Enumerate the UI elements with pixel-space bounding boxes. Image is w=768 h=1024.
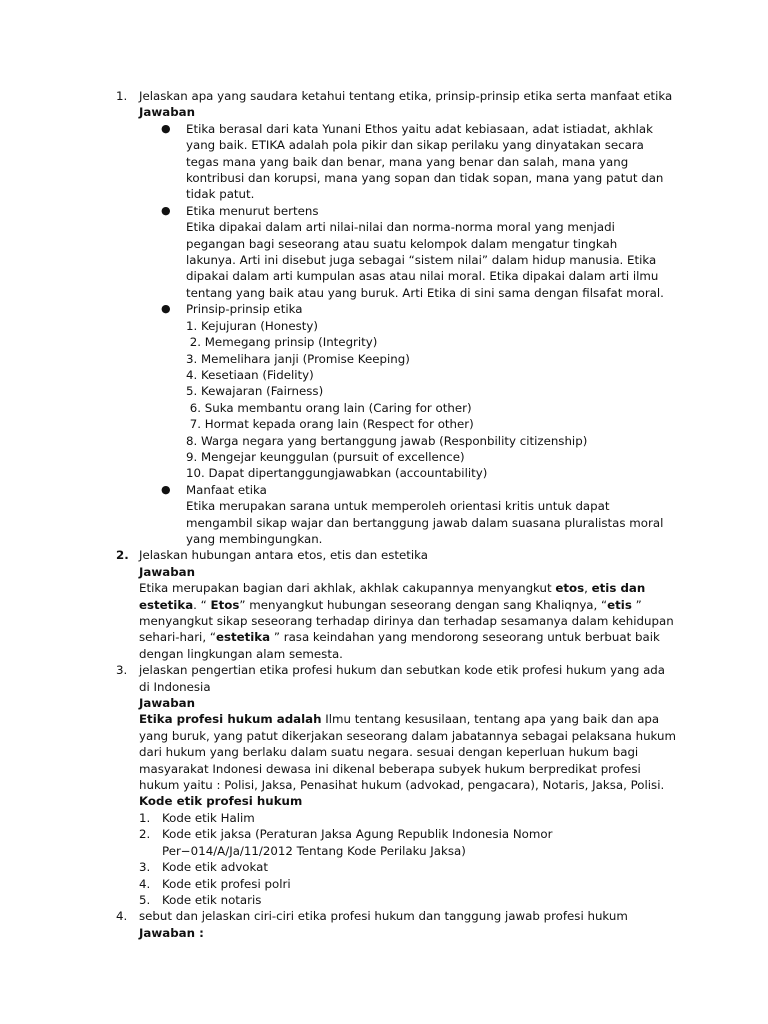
term-estetika: estetika (215, 630, 271, 645)
question-text: sebut dan jelaskan ciri-ciri etika profesi hukum dan tanggung jawab profesi hukum (139, 909, 628, 924)
bullet-text: Etika merupakan sarana untuk memperoleh orientasi kritis untuk dapat mengambil sikap wajar dan bertanggung jawab dalam suasana pluralistas moral yang membingungkan. (186, 499, 664, 546)
principle-item: 4. Kesetiaan (Fidelity) (186, 367, 314, 382)
question-text: jelaskan pengertian etika profesi hukum dan sebutkan kode etik profesi hukum yang ada di Indonesia (139, 663, 666, 694)
principle-item: 1. Kejujuran (Honesty) (186, 318, 319, 333)
bullet-icon: ● (161, 482, 171, 496)
principle-item: 8. Warga negara yang bertanggung jawab (Responbility citizenship) (186, 433, 588, 448)
term-etos: etos (555, 581, 585, 596)
bullet-item (0, 482, 768, 548)
term-etis: etis (607, 597, 632, 612)
principle-item: 2. Memegang prinsip (Integrity) (186, 335, 378, 350)
bullet-text: Etika berasal dari kata Yunani Ethos yaitu adat kebiasaan, adat istiadat, akhlak yang baik. ETIKA adalah pola pikir dan sikap perilaku yang dinyatakan secara tegas mana yang baik dan benar, mana yang benar dan salah, mana yang kontribusi dan korupsi, mana yang sopan dan tidak sopan, mana yang patut dan tidak patut. (186, 121, 664, 202)
question-2 (0, 547, 768, 662)
term-etos: Etos (210, 597, 240, 612)
answer-label: Jawaban : (139, 925, 204, 940)
list-item: 4. Kode etik profesi polri (139, 876, 291, 891)
principle-item: 3. Memelihara janji (Promise Keeping) (186, 351, 410, 366)
question-text: Jelaskan hubungan antara etos, etis dan estetika (139, 548, 428, 563)
bullet-title: Prinsip-prinsip etika (186, 302, 303, 317)
term-etis-estetika: etis dan estetika (139, 581, 646, 612)
question-number: 3. (116, 663, 128, 678)
bullet-icon: ● (161, 302, 171, 316)
list-item: 1. Kode etik Halim (139, 810, 255, 825)
list-item: 3. Kode etik advokat (139, 860, 268, 875)
answer-paragraph: Etika profesi hukum adalah Ilmu tentang kesusilaan, tentang apa yang baik dan apa yang buruk, yang patut dikerjakan seseorang dalam jabatannya sebagai pelaksana hukum dari hukum yang berlaku dalam suatu negara. sesuai dengan keperluan hukum bagi masyarakat Indonesi dewasa ini dikenal beberapa subyek hukum berpredikat profesi hukum yaitu : Polisi, Jaksa, Penasihat hukum (advokad, pengacara), Notaris, Jaksa, Polisi. (139, 712, 676, 793)
bullet-icon: ● (161, 203, 171, 217)
question-number: 1. (116, 89, 128, 103)
principle-item: 7. Hormat kepada orang lain (Respect for other) (186, 417, 474, 432)
question-text: Jelaskan apa yang saudara ketahui tentang etika, prinsip-prinsip etika serta manfaat etika (139, 89, 673, 103)
question-number: 2. (116, 548, 129, 563)
document-page (0, 88, 768, 941)
answer-paragraph: Etika merupakan bagian dari akhlak, akhlak cakupannya menyangkut etos, etis dan estetika. “ Etos” menyangkut hubungan seseorang dengan sang Khaliqnya, “etis ” menyangkut sikap seseorang terhadap dirinya dan terhadap sesamanya dalam kehidupan sehari-hari, “estetika ” rasa keindahan yang mendorong seseorang untuk berbuat baik dengan lingkungan alam semesta. (139, 581, 674, 661)
bullet-title: Etika menurut bertens (186, 203, 319, 218)
question-1 (0, 88, 768, 547)
list-item: 2. Kode etik jaksa (Peraturan Jaksa Agung Republik Indonesia Nomor Per−014/A/Ja/11/2012 Tentang Kode Perilaku Jaksa) (139, 827, 553, 858)
bullet-text: Etika dipakai dalam arti nilai-nilai dan norma-norma moral yang menjadi pegangan bagi seseorang atau suatu kelompok dalam mengatur tingkah lakunya. Arti ini disebut juga sebagai “sistem nilai” dalam hidup manusia. Etika dipakai dalam arti kumpulan asas atau nilai moral. Etika dipakai dalam arti ilmu tentang yang baik atau yang buruk. Arti Etika di sini sama dengan filsafat moral. (186, 220, 664, 300)
bullet-item (0, 121, 768, 203)
principle-item: 6. Suka membantu orang lain (Caring for other) (186, 400, 472, 415)
answer-label: Jawaban (139, 105, 196, 120)
bullet-item (0, 301, 768, 481)
bullet-title: Manfaat etika (186, 482, 267, 497)
list-item: 5. Kode etik notaris (139, 892, 262, 907)
question-4 (0, 908, 768, 941)
principle-item: 10. Dapat dipertanggungjawabkan (accountability) (186, 466, 488, 481)
codes-title: Kode etik profesi hukum (139, 794, 303, 809)
answer-label: Jawaban (139, 696, 196, 711)
principle-item: 9. Mengejar keunggulan (pursuit of excellence) (186, 449, 465, 464)
question-3 (0, 662, 768, 908)
question-number: 4. (116, 909, 128, 924)
bullet-item (0, 203, 768, 301)
bullet-icon: ● (161, 121, 171, 135)
answer-label: Jawaban (139, 564, 196, 579)
definition-term: Etika profesi hukum adalah (139, 712, 322, 727)
principle-item: 5. Kewajaran (Fairness) (186, 384, 324, 399)
